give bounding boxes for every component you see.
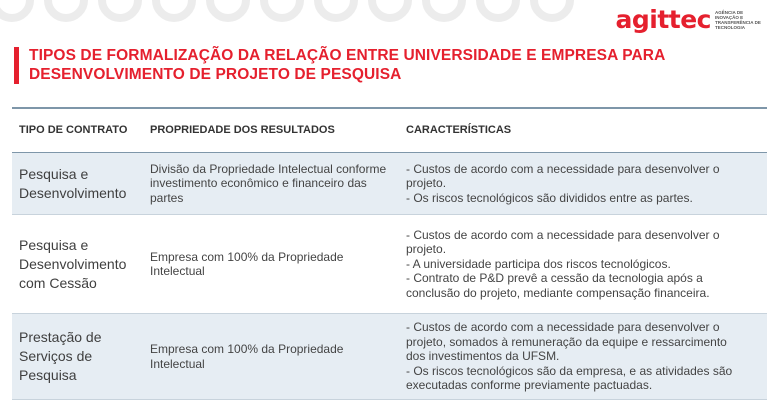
ownership-cell: Empresa com 100% da Propriedade Intelectual — [150, 342, 344, 371]
contract-types-table — [12, 107, 767, 400]
ownership-cell: Divisão da Propriedade Intelectual conforme investimento econômico e financeiro das partes — [150, 161, 387, 205]
ownership-cell: Empresa com 100% da Propriedade Intelectual — [150, 249, 344, 278]
table-row — [12, 153, 767, 215]
feature-line: - Os riscos tecnológicos são divididos entre as partes. — [406, 190, 693, 205]
table-row — [12, 215, 767, 314]
features-cell — [406, 162, 767, 206]
logo-wordmark: agittec — [615, 5, 711, 34]
feature-line: - Custos de acordo com a necessidade para desenvolver o projeto, somados à remuneração da equipe e ressarcimento dos investimentos da UFSM. — [406, 320, 727, 364]
page-title: TIPOS DE FORMALIZAÇÃO DA RELAÇÃO ENTRE UNIVERSIDADE E EMPRESA PARA DESENVOLVIMENTO DE PROJETO DE PESQUISA — [29, 47, 665, 83]
feature-line: - Contrato de P&D prevê a cessão da tecnologia após a conclusão do projeto, mediante compensação financeira. — [406, 271, 710, 300]
contract-type-cell: Prestação de Serviços de Pesquisa — [19, 329, 102, 383]
feature-line: - A universidade participa dos riscos tecnológicos. — [406, 256, 671, 271]
features-cell — [406, 320, 767, 393]
header-ownership: PROPRIEDADE DOS RESULTADOS — [150, 124, 335, 136]
feature-line: - Custos de acordo com a necessidade para desenvolver o projeto. — [406, 227, 720, 257]
header-contract-type: TIPO DE CONTRATO — [19, 124, 128, 136]
title-accent-bar — [14, 47, 19, 84]
header-features: CARACTERÍSTICAS — [406, 124, 512, 136]
features-cell — [406, 228, 767, 301]
contract-type-cell: Pesquisa e Desenvolvimento — [19, 165, 127, 201]
table-row — [12, 314, 767, 400]
logo-tagline: AGÊNCIA DE INOVAÇÃO E TRANSFERÊNCIA DE TECNOLOGIA — [715, 10, 761, 30]
contract-type-cell: Pesquisa e Desenvolvimento com Cessão — [19, 236, 127, 291]
table-header-row — [12, 109, 767, 153]
agittec-logo — [615, 6, 761, 34]
feature-line: - Os riscos tecnológicos são da empresa, e as atividades são executadas conforme previamente pactuadas. — [406, 363, 733, 393]
feature-line: - Custos de acordo com a necessidade para desenvolver o projeto. — [406, 161, 720, 191]
